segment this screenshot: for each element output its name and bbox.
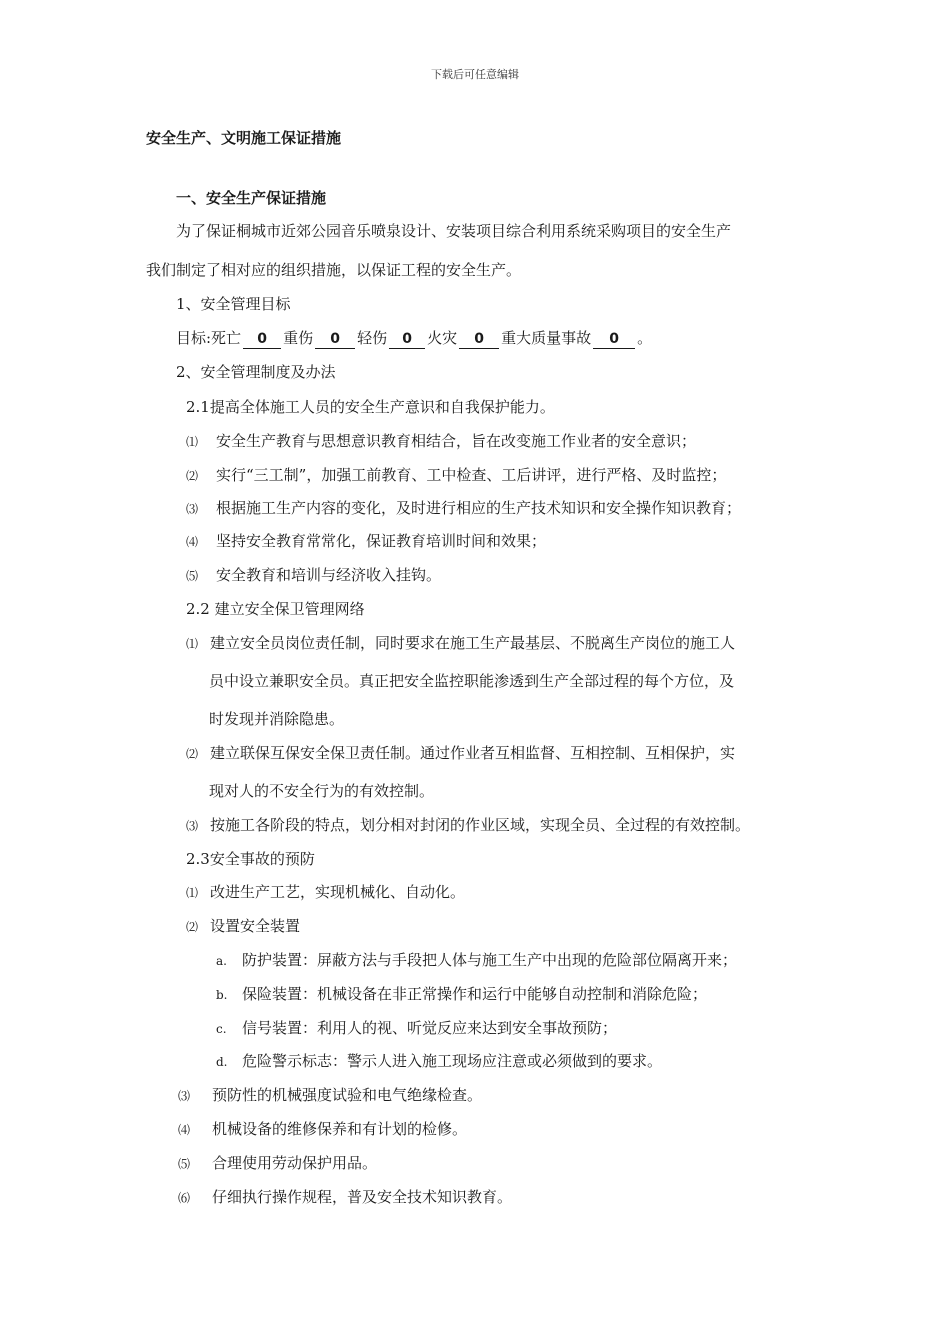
sub-list-label: d. — [216, 1055, 228, 1069]
sub-list-text: 防护装置：屏蔽方法与手段把人体与施工生产中出现的危险部位隔离开来； — [242, 951, 738, 969]
list-number: ⑶ — [186, 502, 199, 516]
list-number: ⑴ — [186, 435, 199, 449]
list-item — [178, 1187, 512, 1208]
list-text: 设置安全装置 — [210, 917, 301, 935]
sub-list-item — [216, 950, 737, 971]
list-number: ⑴ — [186, 886, 199, 900]
sub-list-item — [216, 1018, 617, 1039]
target-minor-label: 轻伤 — [357, 329, 388, 347]
sub-list-label: c. — [216, 1022, 227, 1036]
sub-list-label: a. — [216, 954, 227, 968]
list-number: ⑷ — [178, 1123, 191, 1137]
sub-list-item — [216, 1051, 662, 1072]
list-number: ⑶ — [178, 1089, 191, 1103]
list-number: ⑶ — [186, 819, 199, 833]
list-item — [186, 465, 726, 486]
list-item — [178, 1119, 467, 1140]
list-number: ⑸ — [178, 1157, 191, 1171]
target-fire-label: 火灾 — [427, 329, 458, 347]
list-text-continued: 时发现并消除隐患。 — [209, 710, 345, 728]
list-item — [178, 1153, 377, 1174]
subsection-heading: 2.3安全事故的预防 — [186, 850, 315, 868]
list-number: ⑴ — [186, 637, 199, 651]
target-minor-value: 0 — [389, 331, 425, 349]
list-text: 根据施工生产内容的变化，及时进行相应的生产技术知识和安全操作知识教育； — [216, 499, 742, 517]
target-serious-value: 0 — [315, 331, 355, 349]
list-number: ⑵ — [186, 747, 199, 761]
list-number: ⑸ — [186, 569, 199, 583]
target-quality-value: 0 — [593, 331, 635, 349]
sub-list-text: 信号装置：利用人的视、听觉反应来达到安全事故预防； — [242, 1019, 618, 1037]
sub-list-label: b. — [216, 988, 228, 1002]
document-title: 安全生产、文明施工保证措施 — [146, 129, 342, 147]
list-item — [186, 498, 741, 519]
sub-list-text: 危险警示标志：警示人进入施工现场应注意或必须做到的要求。 — [242, 1052, 663, 1070]
sub-list-text: 保险装置：机械设备在非正常操作和运行中能够自动控制和消除危险； — [242, 985, 708, 1003]
list-number: ⑹ — [178, 1191, 191, 1205]
list-number: ⑵ — [186, 920, 199, 934]
list-text: 安全生产教育与思想意识教育相结合，旨在改变施工作业者的安全意识； — [216, 432, 697, 450]
target-line — [176, 328, 652, 349]
target-end: 。 — [637, 329, 653, 347]
subsection-heading: 2.2 建立安全保卫管理网络 — [186, 600, 365, 618]
list-text: 按施工各阶段的特点，划分相对封闭的作业区域，实现全员、全过程的有效控制。 — [210, 816, 751, 834]
list-item — [186, 431, 696, 452]
list-text: 坚持安全教育常常化，保证教育培训时间和效果； — [216, 532, 547, 550]
list-text: 仔细执行操作规程，普及安全技术知识教育。 — [212, 1188, 513, 1206]
list-number: ⑵ — [186, 469, 199, 483]
list-text: 安全教育和培训与经济收入挂钩。 — [216, 566, 442, 584]
target-quality-label: 重大质量事故 — [501, 329, 592, 347]
target-death-value: 0 — [243, 331, 281, 349]
list-text: 建立安全员岗位责任制，同时要求在施工生产最基层、不脱离生产岗位的施工人 — [210, 634, 736, 652]
list-text-continued: 员中设立兼职安全员。真正把安全监控职能渗透到生产全部过程的每个方位，及 — [209, 672, 735, 690]
list-item — [186, 743, 735, 764]
list-number: ⑷ — [186, 535, 199, 549]
list-text: 合理使用劳动保护用品。 — [212, 1154, 378, 1172]
target-serious-label: 重伤 — [283, 329, 314, 347]
sub-list-item — [216, 984, 707, 1005]
list-item — [186, 815, 750, 836]
list-text: 预防性的机械强度试验和电气绝缘检查。 — [212, 1086, 483, 1104]
list-item — [178, 1085, 482, 1106]
page-header: 下载后可任意编辑 — [431, 68, 519, 81]
subsection-heading: 2.1提高全体施工人员的安全生产意识和自我保护能力。 — [186, 398, 555, 416]
list-item — [186, 565, 441, 586]
target-prefix: 目标:死亡 — [176, 329, 242, 347]
list-item — [186, 882, 465, 903]
section-heading: 一、安全生产保证措施 — [176, 189, 327, 207]
list-item — [186, 531, 546, 552]
item-heading: 1、安全管理目标 — [176, 295, 291, 313]
list-text: 改进生产工艺，实现机械化、自动化。 — [210, 883, 466, 901]
list-item — [186, 916, 300, 937]
list-text: 实行“三工制”，加强工前教育、工中检查、工后讲评，进行严格、及时监控； — [216, 466, 727, 484]
list-text: 机械设备的维修保养和有计划的检修。 — [212, 1120, 468, 1138]
intro-line: 我们制定了相对应的组织措施，以保证工程的安全生产。 — [146, 261, 522, 279]
target-fire-value: 0 — [459, 331, 499, 349]
list-text-continued: 现对人的不安全行为的有效控制。 — [209, 782, 435, 800]
intro-line: 为了保证桐城市近郊公园音乐喷泉设计、安装项目综合利用系统采购项目的安全生产 — [176, 222, 732, 240]
list-text: 建立联保互保安全保卫责任制。通过作业者互相监督、互相控制、互相保护，实 — [210, 744, 736, 762]
item-heading: 2、安全管理制度及办法 — [176, 363, 336, 381]
list-item — [186, 633, 735, 654]
